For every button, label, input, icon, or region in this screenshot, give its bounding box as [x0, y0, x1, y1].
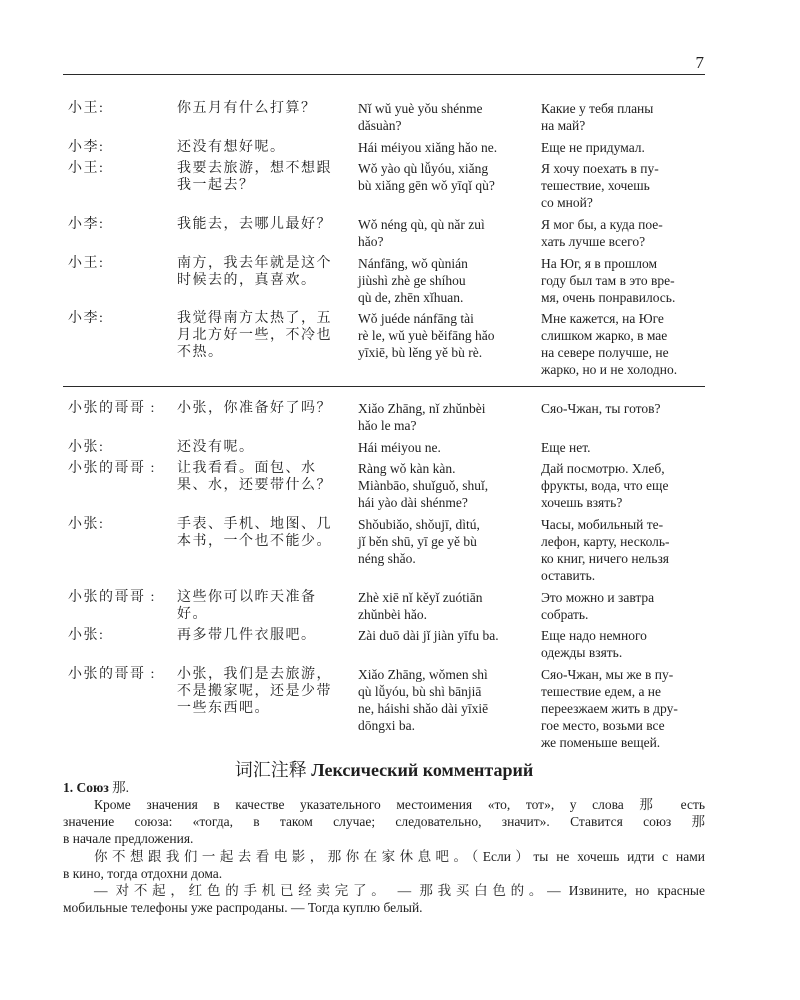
dialogue-row — [68, 160, 711, 211]
heading-chinese: 词汇注释 — [234, 760, 307, 780]
speaker-name: 小张的哥哥 : — [68, 461, 156, 477]
pinyin-transcription: Xiǎo Zhāng, nǐ zhǔnbèi hǎo le ma? — [358, 401, 486, 433]
dialogue-row — [68, 216, 711, 250]
speaker-name: 小张的哥哥 : — [68, 589, 156, 605]
dialogue-row — [68, 255, 711, 306]
pinyin-transcription: Wǒ juéde nánfāng tài rè le, wǔ yuè běifāng hǎo yīxiē, bù lěng yě bù rè. — [358, 311, 495, 361]
pinyin-transcription: Wǒ néng qù, qù nǎr zuì hǎo? — [358, 217, 485, 250]
chinese-line: 让我看看。面包、水 果、水，还要带什么？ — [177, 461, 332, 494]
commentary-paragraph — [63, 796, 705, 847]
chinese-line: 这些你可以昨天准备 好。 — [177, 589, 317, 622]
paragraph-line: в начале предложения. — [63, 831, 194, 847]
dialogue-row — [68, 139, 711, 156]
pinyin-transcription: Hái méiyou xiǎng hǎo ne. — [358, 139, 498, 155]
dialogue-row — [68, 400, 711, 434]
lexical-commentary — [63, 779, 705, 916]
pinyin-transcription: Hái méiyou ne. — [358, 439, 441, 455]
chinese-line: 我觉得南方太热了，五 月北方好一些，不冷也 不热。 — [177, 311, 332, 361]
dialogue-row — [68, 310, 711, 378]
paragraph-line: — 对不起，红色的手机已经卖完了。 — 那我买白色的。— Извините, но красные — [94, 882, 705, 898]
russian-translation: Это можно и завтра собрать. — [541, 589, 655, 622]
russian-translation: Еще не придумал. — [541, 139, 645, 155]
pinyin-transcription: Xiǎo Zhāng, wǒmen shì qù lǚyóu, bù shì bānjiā ne, háishi shǎo dài yīxiē dōngxi ba. — [358, 667, 489, 734]
speaker-name: 小王: — [68, 255, 105, 271]
pinyin-transcription: Zài duō dài jǐ jiàn yīfu ba. — [358, 628, 499, 644]
paragraph-line: Кроме значения в качестве указательного местоимения «то, тот», у слова 那 есть — [94, 797, 705, 813]
russian-translation: Сяо-Чжан, мы же в пу- тешествие едем, а не переезжаем жить в дру- гое место, возьми все же поменьше вещей. — [541, 667, 678, 751]
speaker-name: 小张的哥哥 : — [68, 401, 156, 416]
russian-translation: Еще нет. — [541, 439, 591, 455]
pinyin-transcription: Nǐ wǔ yuè yǒu shénme dǎsuàn? — [358, 101, 483, 133]
chinese-line: 手表、手机、地图、几 本书，一个也不能少。 — [177, 517, 332, 550]
chinese-line: 再多带几件衣服吧。 — [177, 628, 317, 644]
dialogue-row — [68, 100, 711, 134]
dialogue-row — [68, 666, 711, 751]
paragraph-line: в кино, тогда отдохни дома. — [63, 865, 223, 881]
chinese-line: 还没有呢。 — [177, 439, 255, 455]
dialogue-2 — [68, 400, 711, 756]
russian-translation: Мне кажется, на Юге слишком жарко, в мае на севере получше, не жарко, но и не холодно. — [541, 311, 678, 378]
speaker-name: 小李: — [68, 139, 105, 155]
chinese-line: 小张，我们是去旅游， 不是搬家呢，还是少带 一些东西吧。 — [177, 667, 332, 717]
dialogue-row — [68, 589, 711, 623]
section-divider — [63, 386, 705, 387]
pinyin-transcription: Ràng wǒ kàn kàn. Miànbāo, shuǐguǒ, shuǐ, hái yào dài shénme? — [358, 461, 489, 511]
chinese-line: 小张，你准备好了吗？ — [177, 401, 332, 416]
commentary-paragraph — [63, 882, 705, 916]
paragraph-line: 你不想跟我们一起去看电影，那你在家休息吧。（Если）ты не хочешь идти с нами — [94, 848, 705, 864]
dialogue-1 — [68, 100, 711, 383]
pinyin-transcription: Shǒubiǎo, shǒujī, dìtú, jǐ běn shū, yī ge yě bù néng shǎo. — [358, 517, 480, 567]
item-label: 1. Союз — [63, 780, 109, 795]
speaker-name: 小张的哥哥 : — [68, 667, 156, 683]
russian-translation: Еще надо немного одежды взять. — [541, 628, 647, 661]
russian-translation: Какие у тебя планы на май? — [541, 101, 654, 133]
speaker-name: 小张: — [68, 628, 105, 644]
chinese-line: 南方，我去年就是这个 时候去的，真喜欢。 — [177, 255, 332, 288]
speaker-name: 小张: — [68, 517, 105, 533]
chinese-line: 还没有想好呢。 — [177, 139, 286, 155]
russian-translation: На Юг, я в прошлом году был там в это вре- мя, очень понравилось. — [541, 255, 676, 305]
russian-translation: Я хочу поехать в пу- тешествие, хочешь со мной? — [541, 161, 659, 211]
commentary-paragraphs — [63, 796, 705, 916]
chinese-line: 我能去，去哪儿最好？ — [177, 217, 332, 233]
commentary-item-title — [63, 779, 705, 796]
chinese-line: 我要去旅游，想不想跟 我一起去？ — [177, 161, 332, 194]
speaker-name: 小王: — [68, 161, 105, 177]
heading-russian: Лексический комментарий — [311, 760, 534, 780]
russian-translation: Сяо-Чжан, ты готов? — [541, 401, 661, 416]
commentary-paragraph — [63, 848, 705, 882]
page-number: 7 — [695, 53, 704, 72]
speaker-name: 小王: — [68, 101, 105, 116]
chinese-line: 你五月有什么打算？ — [177, 101, 317, 116]
pinyin-transcription: Nánfāng, wǒ qùnián jiùshì zhè ge shíhou qù de, zhēn xǐhuan. — [358, 255, 468, 305]
pinyin-transcription: Wǒ yào qù lǚyóu, xiǎng bù xiǎng gēn wǒ yīqǐ qù? — [358, 161, 495, 194]
russian-translation: Я мог бы, а куда пое- хать лучше всего? — [541, 217, 663, 250]
dialogue-row — [68, 439, 711, 456]
paragraph-line: мобильные телефоны уже распроданы. — Тогда куплю белый. — [63, 900, 423, 916]
dialogue-row — [68, 627, 711, 661]
dialogue-row — [68, 516, 711, 584]
speaker-name: 小李: — [68, 217, 105, 233]
section-heading — [63, 759, 705, 781]
russian-translation: Часы, мобильный те- лефон, карту, несколь- ко книг, ничего нельзя оставить. — [541, 517, 670, 584]
item-word: 那. — [112, 780, 129, 795]
dialogue-row — [68, 460, 711, 511]
speaker-name: 小张: — [68, 439, 105, 455]
speaker-name: 小李: — [68, 311, 105, 327]
paragraph-line: значение союза: «тогда, в таком случае; следовательно, значит». Ставится союз 那 — [63, 814, 705, 830]
header-rule — [63, 74, 705, 75]
pinyin-transcription: Zhè xiē nǐ kěyǐ zuótiān zhǔnbèi hǎo. — [358, 589, 483, 622]
russian-translation: Дай посмотрю. Хлеб, фрукты, вода, что еще хочешь взять? — [541, 461, 669, 511]
